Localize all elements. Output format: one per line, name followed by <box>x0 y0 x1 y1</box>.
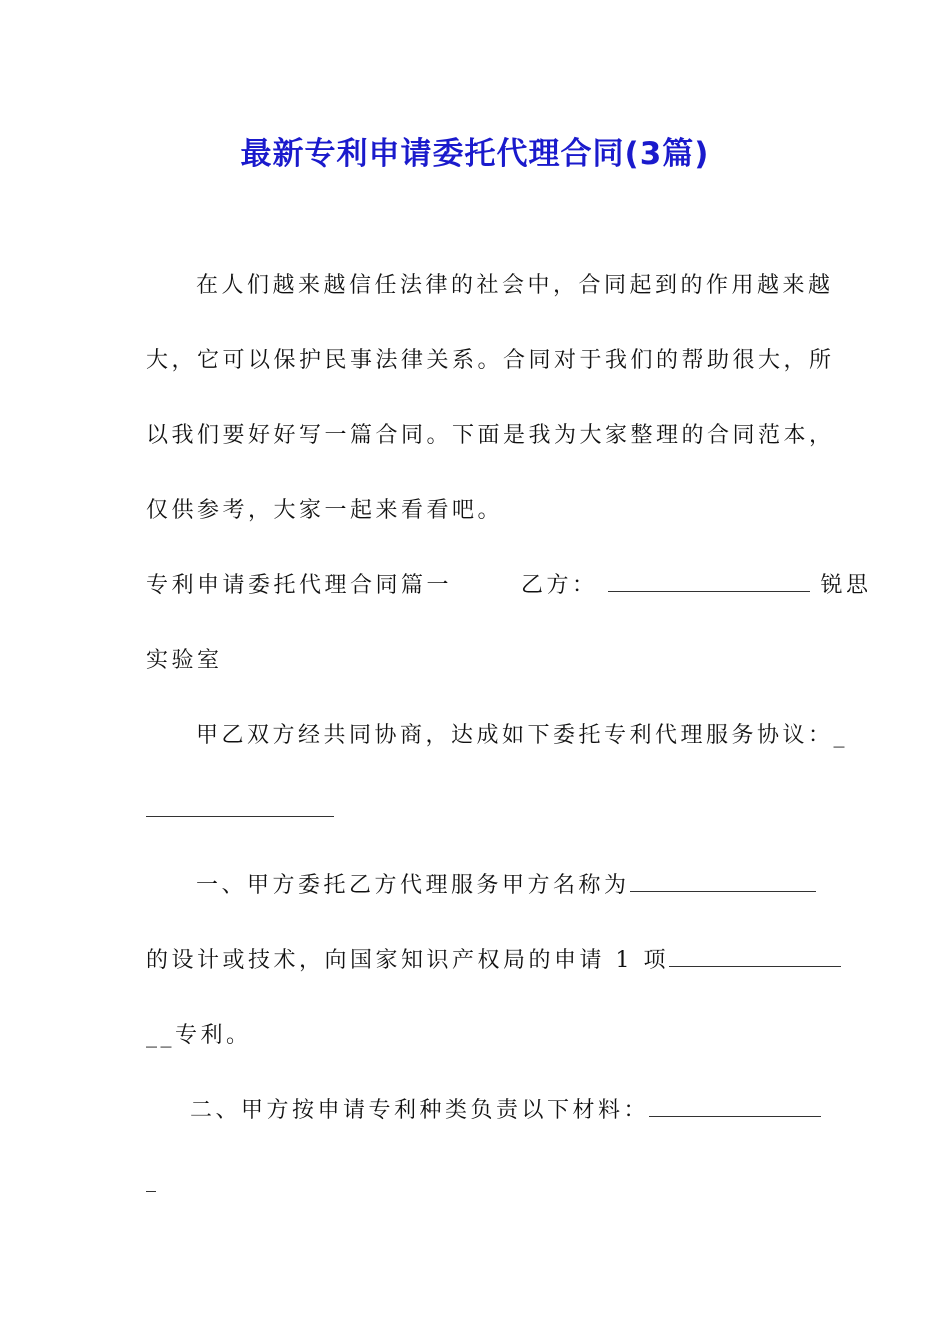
intro-line-4: 仅供参考，大家一起来看看吧。 <box>146 498 504 523</box>
clause-1-row-1 <box>196 871 876 901</box>
intro-line-2: 大，它可以保护民事法律关系。合同对于我们的帮助很大，所 <box>146 348 835 373</box>
intro-line-1: 在人们越来越信任法律的社会中，合同起到的作用越来越 <box>196 273 834 298</box>
clause-2-blank-1 <box>649 1096 821 1117</box>
clause-1-line-3: __专利。 <box>146 1023 252 1048</box>
clause-1-line-1: 一、甲方委托乙方代理服务甲方名称为 <box>196 873 630 898</box>
agreement-blank-row <box>146 796 826 826</box>
party-b-label: 乙方： <box>521 573 598 598</box>
intro-line-3: 以我们要好好写一篇合同。下面是我为大家整理的合同范本， <box>146 423 835 448</box>
party-b-name-cont: 实验室 <box>146 648 223 673</box>
section-heading-row <box>146 571 872 601</box>
agreement-line: 甲乙双方经共同协商，达成如下委托专利代理服务协议：_ <box>196 723 849 748</box>
clause-1-blank-1 <box>630 871 816 892</box>
agreement-blank <box>146 796 334 817</box>
party-b-tail: 锐思 <box>820 573 872 598</box>
clause-2-blank-2 <box>146 1171 156 1192</box>
party-b-blank <box>608 571 810 592</box>
section-heading: 专利申请委托代理合同篇一 <box>146 573 453 598</box>
clause-1-row-2 <box>146 946 826 976</box>
clause-1-blank-2 <box>669 946 841 967</box>
document-title: 最新专利申请委托代理合同(3篇) <box>240 136 710 172</box>
clause-2-line-1: 二、甲方按申请专利种类负责以下材料： <box>190 1098 650 1123</box>
clause-1-line-2: 的设计或技术，向国家知识产权局的申请 1 项 <box>146 948 669 973</box>
clause-2-row-1 <box>190 1096 870 1126</box>
clause-2-blank-row <box>146 1171 826 1201</box>
